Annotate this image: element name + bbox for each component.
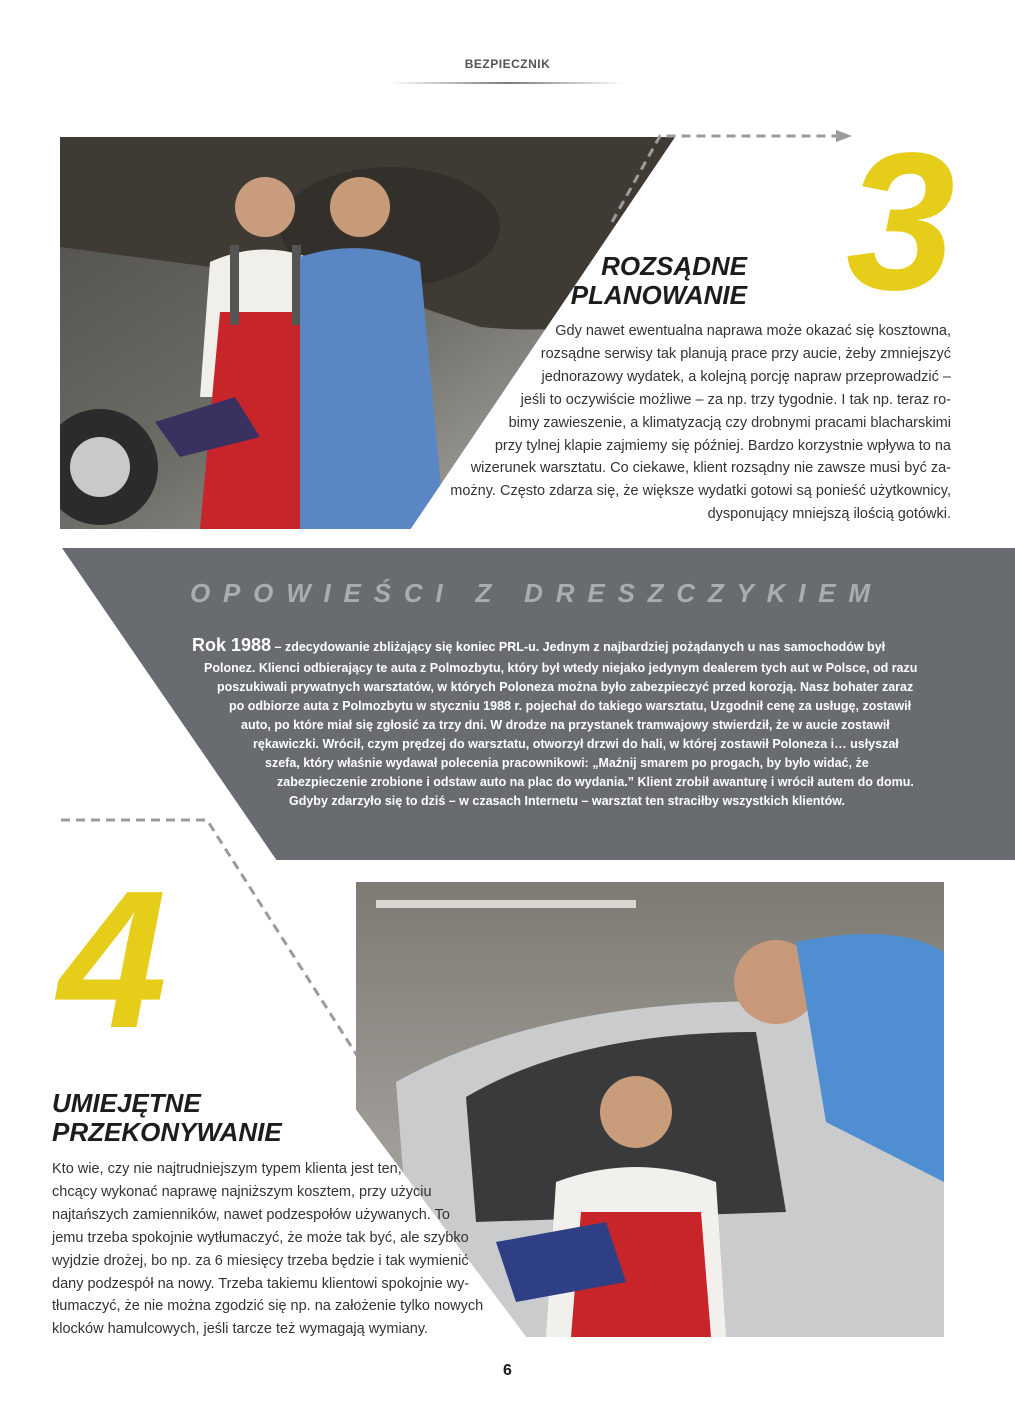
body-line: dany podzespół na nowy. Trzeba takiemu klientowi spokojnie wy- bbox=[52, 1275, 470, 1292]
body-line: jeśli to oczywiście możliwe – za np. trzy tygodnie. I tak np. teraz ro- bbox=[520, 391, 951, 408]
step-number-4: 4 bbox=[58, 850, 164, 1069]
story-line: rękawiczki. Wrócił, czym prędzej do warsztatu, otworzył drzwi do hali, w której zostawił Poloneza i… usłyszał bbox=[253, 737, 899, 751]
story-line: poszukiwali prywatnych warsztatów, w których Poloneza można było zabezpieczyć przed korozją. Nasz bohater zaraz bbox=[217, 680, 914, 694]
title-line: ROZSĄDNE bbox=[601, 251, 747, 281]
body-line: jednorazowy wydatek, a kolejną porcję napraw przeprowadzić – bbox=[541, 368, 951, 385]
story-line: szefa, który właśnie wydawał polecenia pracownikowi: „Maźnij smarem po progach, by było widać, że bbox=[265, 756, 869, 770]
body-line: jemu trzeba spokojnie wytłumaczyć, że może tak być, ale szybko bbox=[52, 1229, 469, 1246]
story-line: zabezpieczenie zrobione i odstaw auto na plac do wydania.” Klient zrobił awanturę i wrócił autem do domu. bbox=[277, 775, 914, 789]
body-line: bimy zawieszenie, a klimatyzacją czy drobnymi pracami blacharskimi bbox=[508, 414, 951, 431]
story-line: Polonez. Klienci odbierający te auta z Polmozbytu, który był wtedy niejako jedynym dealerem tych aut w Polsce, od razu bbox=[204, 661, 918, 675]
body-line: rozsądne serwisy tak planują prace przy aucie, żeby zmniejszyć bbox=[540, 345, 951, 362]
body-line: wyjdzie drożej, bo np. za 6 miesięcy trzeba będzie i tak wymienić bbox=[52, 1252, 469, 1269]
story-line: auto, po które miał się zgłosić za trzy dni. W drodze na przystanek tramwajowy stwierdził, że w aucie zostawił bbox=[241, 718, 890, 732]
story-line: Gdyby zdarzyło się to dziś – w czasach Internetu – warsztat ten straciłby wszystkich klientów. bbox=[289, 794, 845, 808]
body-line: Gdy nawet ewentualna naprawa może okazać się kosztowna, bbox=[555, 323, 951, 339]
body-line: dysponujący mniejszą ilością gotówki. bbox=[707, 506, 951, 523]
section-title-umiejetne bbox=[52, 1089, 282, 1147]
story-line-text: – zdecydowanie zbliżający się koniec PRL-u. Jednym z najbardziej pożądanych u nas samochodów był bbox=[271, 640, 886, 654]
step-number-3: 3 bbox=[846, 112, 952, 331]
title-line: PRZEKONYWANIE bbox=[52, 1117, 282, 1147]
section3-body bbox=[450, 320, 951, 526]
page-number: 6 bbox=[503, 1362, 512, 1379]
body-line: tłumaczyć, że nie można zgodzić się np. na założenie tylko nowych bbox=[52, 1298, 484, 1315]
story-line bbox=[192, 636, 885, 656]
dashed-arrow-top bbox=[600, 128, 860, 228]
body-line: przy tylnej klapie zajmiemy się później. Bardzo korzystnie wpływa to na bbox=[494, 437, 951, 454]
section4-body bbox=[52, 1158, 483, 1341]
title-line: PLANOWANIE bbox=[570, 280, 747, 310]
body-line: możny. Często zdarza się, że większe wydatki gotowi są ponieść użytkownicy, bbox=[450, 483, 951, 500]
body-line: najtańszych zamienników, nawet podzespołów używanych. To bbox=[52, 1206, 450, 1223]
header-divider bbox=[390, 82, 625, 84]
title-line: UMIEJĘTNE bbox=[52, 1088, 201, 1118]
story-lead-year: Rok 1988 bbox=[192, 635, 272, 655]
body-line: klocków hamulcowych, jeśli tarcze też wymagają wymiany. bbox=[52, 1321, 429, 1338]
body-line: chcący wykonać naprawę najniższym kosztem, przy użyciu bbox=[52, 1183, 432, 1200]
section-title-rozsadne bbox=[571, 252, 747, 310]
running-header: BEZPIECZNIK bbox=[464, 57, 551, 71]
body-line: Kto wie, czy nie najtrudniejszym typem klienta jest ten, bbox=[52, 1161, 402, 1177]
body-line: wizerunek warsztatu. Co ciekawe, klient rozsądny nie zawsze musi być za- bbox=[470, 460, 951, 477]
story-line: po odbiorze auta z Polmozbytu w styczniu 1988 r. pojechał do takiego warsztatu, Uzgodnił cenę za usługę, zostawił bbox=[229, 699, 912, 713]
story-title: OPOWIEŚCI Z DRESZCZYKIEM bbox=[190, 578, 883, 608]
